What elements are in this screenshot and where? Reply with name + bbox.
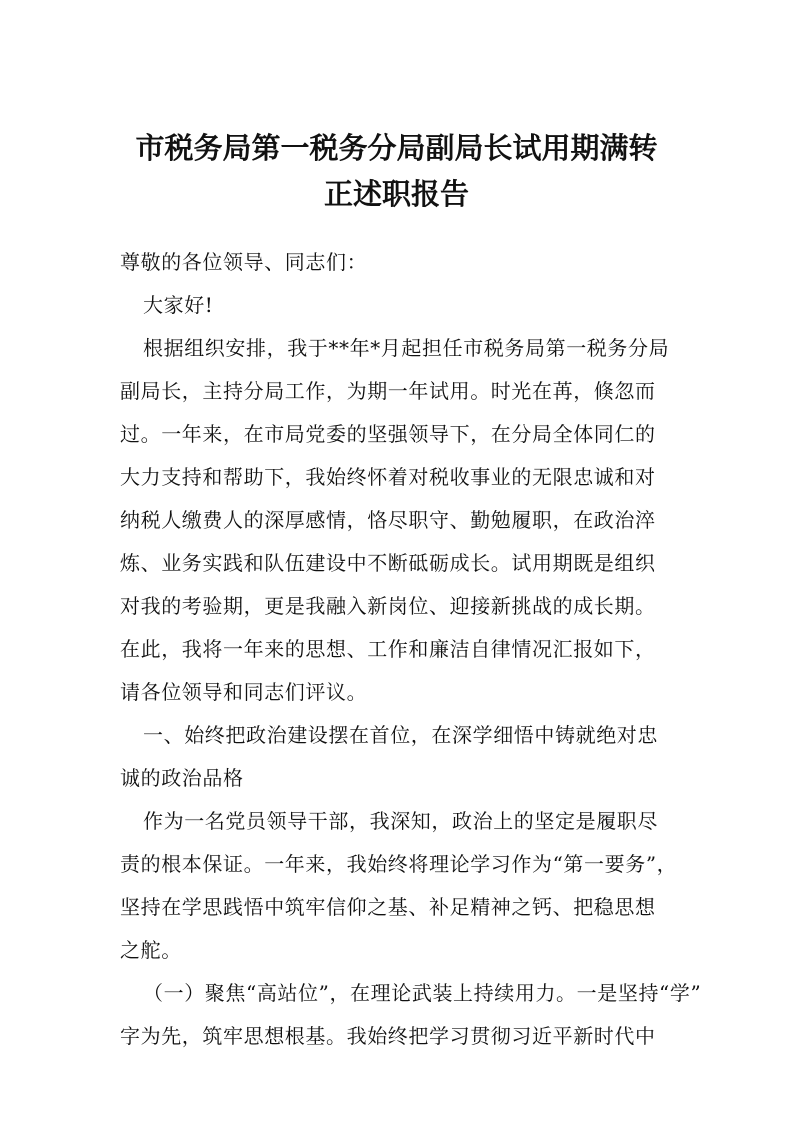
body-line: 字为先，筑牢思想根基。我始终把学习贯彻习近平新时代中	[120, 1024, 656, 1048]
body-line: 责的根本保证。一年来，我始终将理论学习作为“第一要务”，	[120, 852, 678, 876]
body-line: 请各位领导和同志们评议。	[120, 680, 368, 704]
body-line: 作为一名党员领导干部，我深知，政治上的坚定是履职尽	[143, 809, 658, 833]
body-line: 在此，我将一年来的思想、工作和廉洁自律情况汇报如下，	[120, 637, 656, 661]
body-line: 根据组织安排，我于**年*月起担任市税务局第一税务分局	[143, 336, 670, 360]
body-line: 坚持在学思践悟中筑牢信仰之基、补足精神之钙、把稳思想	[120, 895, 656, 919]
body-line: 大力支持和帮助下，我始终怀着对税收事业的无限忠诚和对	[120, 465, 656, 489]
body-line: 副局长，主持分局工作，为期一年试用。时光在苒，倏忽而	[120, 379, 656, 403]
greeting: 大家好!	[143, 293, 214, 317]
subsection-line: （一）聚焦“高站位”，在理论武装上持续用力。一是坚持“学”	[143, 981, 702, 1005]
document-title-line-1: 市税务局第一税务分局副局长试用期满转	[135, 131, 658, 165]
document-title-line-2: 正述职报告	[323, 177, 469, 211]
section-heading-line: 诚的政治品格	[120, 766, 244, 790]
body-line: 之舵。	[120, 938, 182, 962]
body-line: 炼、业务实践和队伍建设中不断砥砺成长。试用期既是组织	[120, 551, 656, 575]
body-line: 纳税人缴费人的深厚感情，恪尽职守、勤勉履职，在政治淬	[120, 508, 656, 532]
section-heading-line: 一、始终把政治建设摆在首位，在深学细悟中铸就绝对忠	[143, 723, 658, 747]
body-line: 对我的考验期，更是我融入新岗位、迎接新挑战的成长期。	[120, 594, 656, 618]
salutation: 尊敬的各位领导、同志们：	[120, 250, 368, 274]
body-line: 过。一年来，在市局党委的坚强领导下，在分局全体同仁的	[120, 422, 656, 446]
